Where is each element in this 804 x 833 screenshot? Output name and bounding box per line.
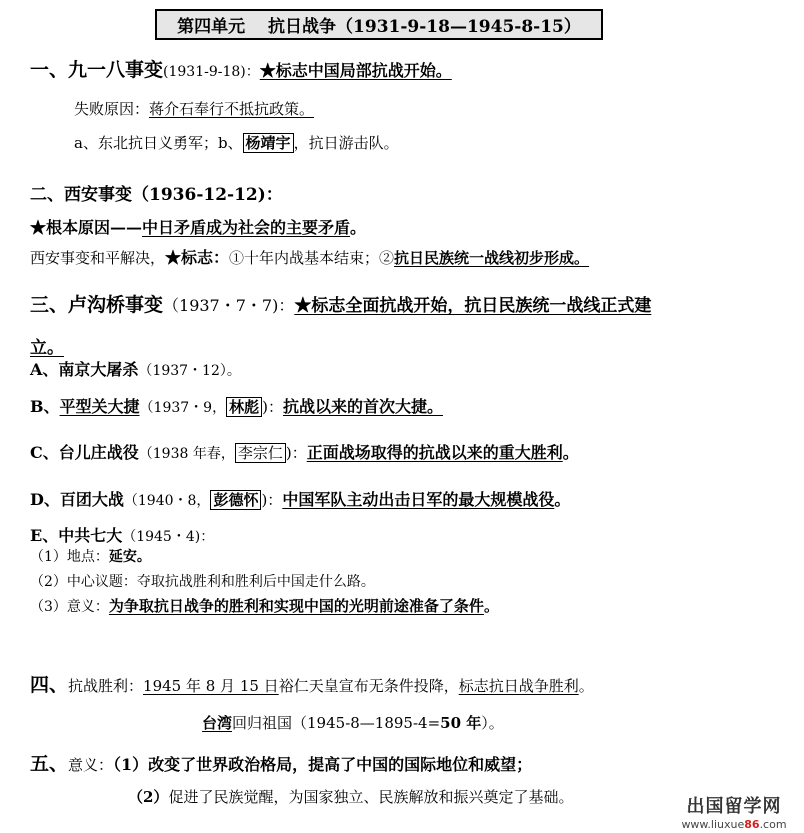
section-3-significance: ★标志全面抗战开始，抗日民族统一战线正式建 [294, 296, 652, 316]
watermark-url-pre: www.liuxue [681, 818, 745, 831]
pingxingguan-line [30, 394, 443, 417]
nanjing-date: （1937・12）。 [138, 363, 241, 379]
significance-point-2-num: （2） [128, 788, 169, 806]
section-1-line [30, 55, 452, 82]
hundred-regiments-label: D、百团大战 [30, 490, 124, 509]
hundred-regiments-close: )： [261, 491, 283, 509]
pingxingguan-prefix: B、 [30, 397, 60, 416]
victory-end: 标志抗日战争胜利 [458, 677, 579, 695]
taierzhuang-end: 。 [562, 443, 579, 462]
watermark-url-post: .com [759, 818, 787, 831]
watermark-name: 出国留学网 [686, 796, 782, 817]
significance-point-2: 促进了民族觉醒，为国家独立、民族解放和振兴奠定了基础。 [168, 788, 574, 806]
victory-label: 抗战胜利： [68, 677, 144, 695]
congress-topic-line: （2）中心议题：夺取抗战胜利和胜利后中国走什么路。 [30, 574, 375, 590]
resistance-forces-line [74, 132, 399, 153]
victory-date: 1945 年 8 月 15 日 [143, 677, 279, 695]
hundred-regiments-end: 。 [554, 490, 571, 509]
congress-significance-text: 为争取抗日战争的胜利和实现中国的光明前途准备了条件 [108, 597, 484, 615]
resistance-forces-a: a、东北抗日义勇军；b、 [74, 134, 243, 152]
section-3-date: （1937・7・7)： [163, 296, 295, 315]
pingxingguan-note: 抗战以来的首次大捷。 [282, 397, 443, 416]
unit-title: 第四单元 抗日战争（1931-9-18—1945-8-15） [155, 9, 603, 40]
section-3-line [30, 290, 651, 317]
congress-significance-line [30, 595, 499, 616]
hundred-regiments-date: （1940・8， [123, 493, 211, 509]
taiwan-mid: 回归祖国（1945-8—1895-4= [232, 714, 441, 732]
peng-dehuai-box: 彭德怀 [210, 490, 261, 510]
taierzhuang-date: （1938 年春， [138, 446, 235, 462]
section-3-wrap: 立。 [30, 338, 64, 358]
root-cause-end: 。 [350, 218, 367, 237]
resistance-forces-b: ，抗日游击队。 [293, 134, 399, 152]
failure-reason-text: 蒋介石奉行不抵抗政策。 [149, 100, 315, 118]
victory-mid: 裕仁天皇宣布无条件投降， [278, 677, 459, 695]
seventh-congress-line [30, 523, 214, 546]
congress-significance-label: （3）意义： [30, 599, 109, 615]
section-5-line [30, 749, 532, 776]
congress-location-value: 延安。 [108, 549, 151, 565]
root-cause-text: 中日矛盾成为社会的主要矛盾 [142, 218, 351, 237]
section-3-heading: 三、卢沟桥事变 [30, 294, 164, 316]
hundred-regiments-note: 中国军队主动出击日军的最大规模战役 [282, 490, 555, 509]
victory-dot: 。 [578, 677, 594, 695]
section-1-significance: ★标志中国局部抗战开始。 [259, 61, 452, 80]
seventh-congress-date: （1945・4)： [122, 529, 215, 545]
section-5-heading: 五、 [30, 753, 69, 775]
taiwan-years: 50 年 [440, 714, 482, 732]
taierzhuang-line [30, 440, 579, 463]
taierzhuang-close: )： [285, 444, 307, 462]
root-cause-line [30, 215, 366, 238]
section-4-line [30, 670, 594, 697]
section-1-heading: 一、九一八事变 [30, 59, 164, 81]
significance-label: 意义： [68, 756, 114, 774]
significance-point-2-line [128, 786, 573, 807]
taierzhuang-label: C、台儿庄战役 [30, 443, 139, 462]
taiwan-end: ）。 [481, 714, 504, 732]
xian-mark-label: ★标志： [165, 248, 230, 267]
lin-biao-box: 林彪 [226, 397, 262, 417]
yang-jingyu-box: 杨靖宇 [243, 133, 294, 153]
hundred-regiments-line [30, 487, 570, 510]
failure-reason-line [74, 98, 314, 119]
nanjing-line [30, 357, 241, 380]
united-front-formed: 抗日民族统一战线初步形成。 [394, 249, 590, 267]
nanjing-label: A、南京大屠杀 [30, 360, 139, 379]
congress-significance-end: 。 [483, 597, 499, 615]
xian-resolution-prefix: 西安事变和平解决， [30, 249, 166, 267]
congress-location-line [30, 546, 151, 566]
watermark-url [672, 818, 796, 831]
site-watermark [672, 792, 796, 831]
taierzhuang-note: 正面战场取得的抗战以来的重大胜利 [306, 443, 563, 462]
congress-location-label: （1）地点： [30, 549, 109, 565]
pingxingguan-name: 平型关大捷 [59, 397, 140, 416]
taiwan-line [202, 712, 504, 733]
seventh-congress-label: E、中共七大 [30, 526, 123, 545]
section-4-heading: 四、 [30, 674, 69, 696]
section-2-heading: 二、西安事变（1936-12-12)： [30, 185, 283, 205]
section-1-date: (1931-9-18)： [163, 64, 260, 80]
li-zongren-box: 李宗仁 [235, 443, 286, 463]
significance-point-1: （1）改变了世界政治格局，提高了中国的国际地位和威望； [113, 755, 533, 774]
xian-resolution-line [30, 245, 589, 268]
failure-reason-label: 失败原因： [74, 100, 150, 118]
xian-resolution-mid: ①十年内战基本结束；② [229, 249, 395, 267]
pingxingguan-date: （1937・9， [139, 400, 227, 416]
pingxingguan-close: )： [262, 398, 283, 416]
root-cause-prefix: ★根本原因—— [30, 218, 143, 237]
taiwan-label: 台湾 [202, 714, 233, 732]
watermark-url-num: 86 [744, 818, 760, 831]
